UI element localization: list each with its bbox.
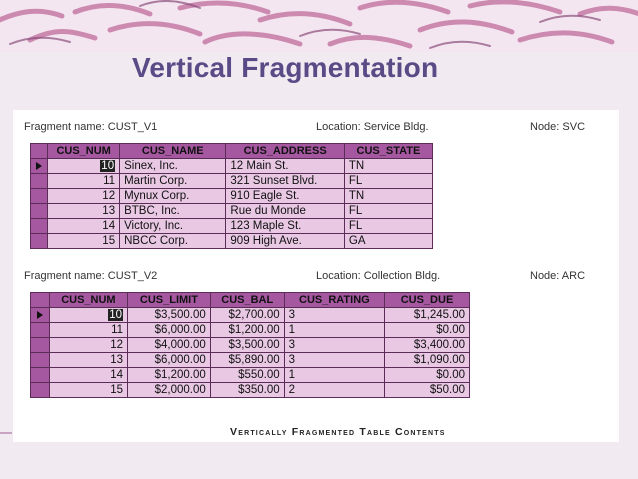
table-cell[interactable]: 123 Maple St. [226, 219, 344, 234]
table-cell[interactable]: $0.00 [385, 323, 470, 338]
table-cell[interactable]: 1 [284, 323, 384, 338]
table-cell[interactable]: TN [344, 189, 432, 204]
table-cell[interactable]: TN [344, 159, 432, 174]
fragment1-node: Node: SVC [530, 121, 586, 133]
table-cell[interactable]: 13 [49, 353, 127, 368]
column-header[interactable]: CUS_NUM [48, 144, 120, 159]
table-cell[interactable]: Victory, Inc. [120, 219, 226, 234]
table-cell[interactable]: 15 [49, 383, 127, 398]
current-row-arrow-icon [37, 311, 43, 319]
table-cell[interactable]: Sinex, Inc. [120, 159, 226, 174]
table-cell[interactable]: $350.00 [210, 383, 284, 398]
column-header[interactable]: CUS_NAME [120, 144, 226, 159]
column-header[interactable]: CUS_STATE [344, 144, 432, 159]
fragment2-table [30, 292, 470, 398]
table-cell[interactable]: Mynux Corp. [120, 189, 226, 204]
table-cell[interactable]: 14 [48, 219, 120, 234]
row-selector[interactable] [31, 204, 48, 219]
table-row[interactable] [31, 219, 433, 234]
table-cell[interactable]: 13 [48, 204, 120, 219]
table-row[interactable] [31, 189, 433, 204]
table-row[interactable] [31, 338, 470, 353]
row-selector[interactable] [31, 219, 48, 234]
column-header[interactable]: CUS_LIMIT [128, 293, 211, 308]
table-cell[interactable]: 1 [284, 368, 384, 383]
fragment2-node: Node: ARC [530, 270, 586, 282]
table-row[interactable] [31, 234, 433, 249]
table-cell[interactable]: $3,500.00 [210, 338, 284, 353]
cell-value[interactable]: 10 [101, 160, 115, 172]
table-cell[interactable]: GA [344, 234, 432, 249]
column-header[interactable]: CUS_ADDRESS [226, 144, 344, 159]
table-row[interactable] [31, 383, 470, 398]
row-selector[interactable] [31, 308, 50, 323]
cell-value[interactable]: 10 [109, 309, 123, 321]
table-cell[interactable]: 3 [284, 353, 384, 368]
fragment2-name: Fragment name: CUST_V2 [24, 270, 158, 282]
table-cell[interactable]: FL [344, 174, 432, 189]
table-cell[interactable]: $1,090.00 [385, 353, 470, 368]
table-cell[interactable]: 11 [49, 323, 127, 338]
row-selector[interactable] [31, 159, 48, 174]
table-cell[interactable]: Rue du Monde [226, 204, 344, 219]
table-cell[interactable]: 3 [284, 338, 384, 353]
row-selector-header [31, 144, 48, 159]
table-cell[interactable]: Martin Corp. [120, 174, 226, 189]
table-cell[interactable]: 12 [49, 338, 127, 353]
table-cell[interactable]: 12 Main St. [226, 159, 344, 174]
table-cell [49, 308, 127, 323]
table-cell[interactable]: $1,200.00 [128, 368, 211, 383]
table-cell[interactable]: $3,400.00 [385, 338, 470, 353]
table-cell[interactable]: 910 Eagle St. [226, 189, 344, 204]
table-cell[interactable]: $0.00 [385, 368, 470, 383]
table-cell[interactable]: $1,200.00 [210, 323, 284, 338]
fragment1-table [30, 143, 433, 249]
table-cell[interactable]: $3,500.00 [128, 308, 211, 323]
table-cell[interactable]: 11 [48, 174, 120, 189]
table-cell[interactable]: 3 [284, 308, 384, 323]
fragment2-location: Location: Collection Bldg. [316, 270, 441, 282]
row-selector[interactable] [31, 353, 50, 368]
figure-caption: Vertically Fragmented Table Contents [230, 426, 446, 438]
divider [0, 432, 12, 434]
table-row[interactable] [31, 308, 470, 323]
table-cell[interactable]: $50.00 [385, 383, 470, 398]
column-header[interactable]: CUS_BAL [210, 293, 284, 308]
table-cell[interactable]: $550.00 [210, 368, 284, 383]
fragment1-location: Location: Service Bldg. [316, 121, 429, 133]
table-cell[interactable]: FL [344, 204, 432, 219]
table-row[interactable] [31, 204, 433, 219]
fragment1-name: Fragment name: CUST_V1 [24, 121, 158, 133]
table-cell [48, 159, 120, 174]
column-header[interactable]: CUS_NUM [49, 293, 127, 308]
row-selector[interactable] [31, 383, 50, 398]
row-selector[interactable] [31, 234, 48, 249]
table-row[interactable] [31, 323, 470, 338]
row-selector-header [31, 293, 50, 308]
page-title: Vertical Fragmentation [132, 52, 439, 83]
table-cell[interactable]: 2 [284, 383, 384, 398]
table-cell[interactable]: $4,000.00 [128, 338, 211, 353]
table-row[interactable] [31, 159, 433, 174]
table-cell[interactable]: $5,890.00 [210, 353, 284, 368]
column-header[interactable]: CUS_DUE [385, 293, 470, 308]
table-header-row [31, 144, 433, 159]
row-selector[interactable] [31, 323, 50, 338]
table-row[interactable] [31, 353, 470, 368]
table-cell[interactable]: FL [344, 219, 432, 234]
current-row-arrow-icon [36, 162, 42, 170]
table-cell[interactable]: $6,000.00 [128, 323, 211, 338]
decorative-banner [0, 0, 638, 52]
table-row[interactable] [31, 368, 470, 383]
row-selector[interactable] [31, 368, 50, 383]
table-cell[interactable]: $2,000.00 [128, 383, 211, 398]
table-cell[interactable]: $6,000.00 [128, 353, 211, 368]
table-cell[interactable]: 909 High Ave. [226, 234, 344, 249]
table-cell[interactable]: 14 [49, 368, 127, 383]
row-selector[interactable] [31, 189, 48, 204]
table-cell[interactable]: $2,700.00 [210, 308, 284, 323]
table-cell[interactable]: NBCC Corp. [120, 234, 226, 249]
column-header[interactable]: CUS_RATING [284, 293, 384, 308]
row-selector[interactable] [31, 174, 48, 189]
row-selector[interactable] [31, 338, 50, 353]
table-header-row [31, 293, 470, 308]
table-cell[interactable]: 12 [48, 189, 120, 204]
table-row[interactable] [31, 174, 433, 189]
table-cell[interactable]: 321 Sunset Blvd. [226, 174, 344, 189]
table-cell[interactable]: BTBC, Inc. [120, 204, 226, 219]
table-cell[interactable]: 15 [48, 234, 120, 249]
table-cell[interactable]: $1,245.00 [385, 308, 470, 323]
